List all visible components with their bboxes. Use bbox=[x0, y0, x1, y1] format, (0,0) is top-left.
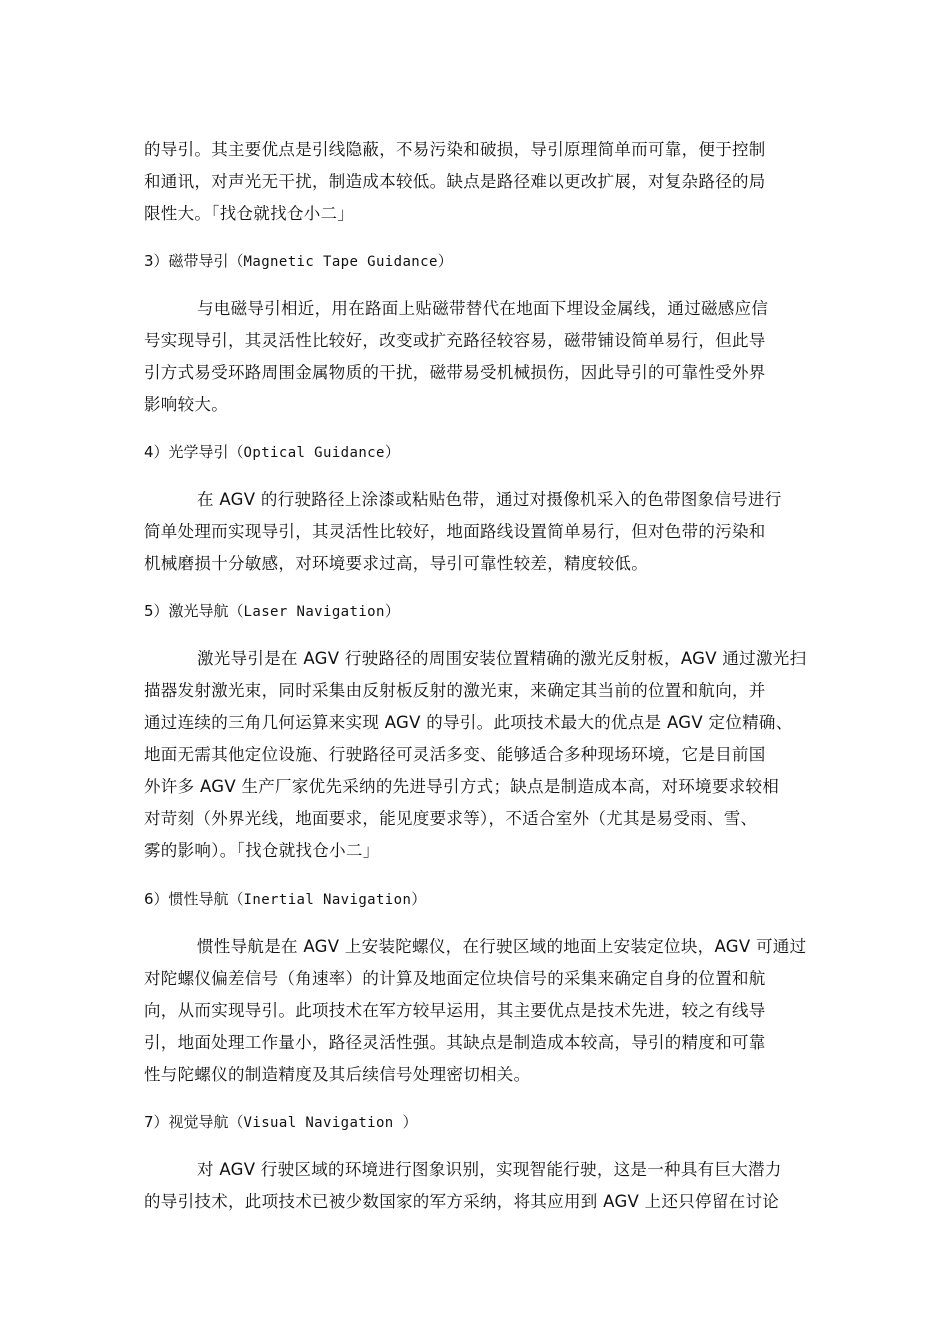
text-line: 地面无需其他定位设施、行驶路径可灵活多变、能够适合多种现场环境，它是目前国 bbox=[144, 745, 766, 764]
heading-suffix: ） bbox=[384, 443, 400, 461]
heading-latin: Optical Guidance bbox=[243, 445, 385, 461]
heading-suffix: ） bbox=[437, 252, 453, 270]
text-line: 外许多 AGV 生产厂家优先采纳的先进导引方式；缺点是制造成本高，对环境要求较相 bbox=[144, 777, 780, 796]
intro-paragraph bbox=[144, 134, 808, 230]
text-line: 限性大。「找仓就找仓小二」 bbox=[144, 204, 355, 223]
heading-prefix: 7）视觉导航（ bbox=[144, 1113, 244, 1131]
inertial-paragraph bbox=[144, 931, 808, 1091]
text-line: 雾的影响）。「找仓就找仓小二」 bbox=[144, 841, 380, 860]
section-heading-optical bbox=[144, 440, 808, 465]
text-line: 性与陀螺仪的制造精度及其后续信号处理密切相关。 bbox=[144, 1065, 531, 1084]
text-line: 惯性导航是在 AGV 上安装陀螺仪，在行驶区域的地面上安装定位块，AGV 可通过 bbox=[197, 937, 807, 956]
laser-paragraph bbox=[144, 643, 808, 867]
section-heading-visual bbox=[144, 1110, 808, 1135]
text-line: 对陀螺仪偏差信号（角速率）的计算及地面定位块信号的采集来确定自身的位置和航 bbox=[144, 969, 766, 988]
heading-latin: Magnetic Tape Guidance bbox=[243, 254, 438, 270]
text-line: 与电磁导引相近，用在路面上贴磁带替代在地面下埋设金属线，通过磁感应信 bbox=[197, 299, 769, 318]
text-line: 向，从而实现导引。此项技术在军方较早运用，其主要优点是技术先进，较之有线导 bbox=[144, 1001, 766, 1020]
section-heading-inertial bbox=[144, 887, 808, 912]
text-line: 激光导引是在 AGV 行驶路径的周围安装位置精确的激光反射板，AGV 通过激光扫 bbox=[197, 649, 807, 668]
heading-latin: Inertial Navigation bbox=[243, 892, 412, 908]
section-heading-magnetic-tape bbox=[144, 249, 808, 274]
heading-latin: Laser Navigation bbox=[243, 604, 385, 620]
text-line: 对苛刻（外界光线，地面要求，能见度要求等），不适合室外（尤其是易受雨、雪、 bbox=[144, 809, 758, 828]
section-heading-laser bbox=[144, 599, 808, 624]
text-line: 引方式易受环路周围金属物质的干扰，磁带易受机械损伤，因此导引的可靠性受外界 bbox=[144, 363, 766, 382]
heading-suffix: ） bbox=[411, 890, 427, 908]
heading-suffix: ） bbox=[402, 1113, 418, 1131]
text-line: 通过连续的三角几何运算来实现 AGV 的导引。此项技术最大的优点是 AGV 定位精确、 bbox=[144, 713, 793, 732]
text-line: 在 AGV 的行驶路径上涂漆或粘贴色带，通过对摄像机采入的色带图象信号进行 bbox=[197, 490, 782, 509]
text-line: 和通讯，对声光无干扰，制造成本较低。缺点是路径难以更改扩展，对复杂路径的局 bbox=[144, 172, 766, 191]
optical-paragraph bbox=[144, 484, 808, 580]
text-line: 机械磨损十分敏感，对环境要求过高，导引可靠性较差，精度较低。 bbox=[144, 554, 648, 573]
heading-suffix: ） bbox=[384, 602, 400, 620]
text-line: 简单处理而实现导引，其灵活性比较好，地面路线设置简单易行，但对色带的污染和 bbox=[144, 522, 766, 541]
text-line: 的导引。其主要优点是引线隐蔽，不易污染和破损，导引原理简单而可靠，便于控制 bbox=[144, 140, 766, 159]
heading-prefix: 6）惯性导航（ bbox=[144, 890, 244, 908]
magnetic-tape-paragraph bbox=[144, 293, 808, 421]
heading-prefix: 4）光学导引（ bbox=[144, 443, 244, 461]
text-line: 引，地面处理工作量小，路径灵活性强。其缺点是制造成本较高，导引的精度和可靠 bbox=[144, 1033, 766, 1052]
text-line: 描器发射激光束，同时采集由反射板反射的激光束，来确定其当前的位置和航向，并 bbox=[144, 681, 766, 700]
heading-prefix: 5）激光导航（ bbox=[144, 602, 244, 620]
text-line: 对 AGV 行驶区域的环境进行图象识别，实现智能行驶，这是一种具有巨大潜力 bbox=[197, 1160, 782, 1179]
text-line: 号实现导引，其灵活性比较好，改变或扩充路径较容易，磁带铺设简单易行，但此导 bbox=[144, 331, 766, 350]
heading-latin: Visual Navigation bbox=[243, 1115, 403, 1131]
visual-paragraph bbox=[144, 1154, 808, 1218]
text-line: 影响较大。 bbox=[144, 395, 228, 414]
heading-prefix: 3）磁带导引（ bbox=[144, 252, 244, 270]
text-line: 的导引技术，此项技术已被少数国家的军方采纳，将其应用到 AGV 上还只停留在讨论 bbox=[144, 1192, 780, 1211]
